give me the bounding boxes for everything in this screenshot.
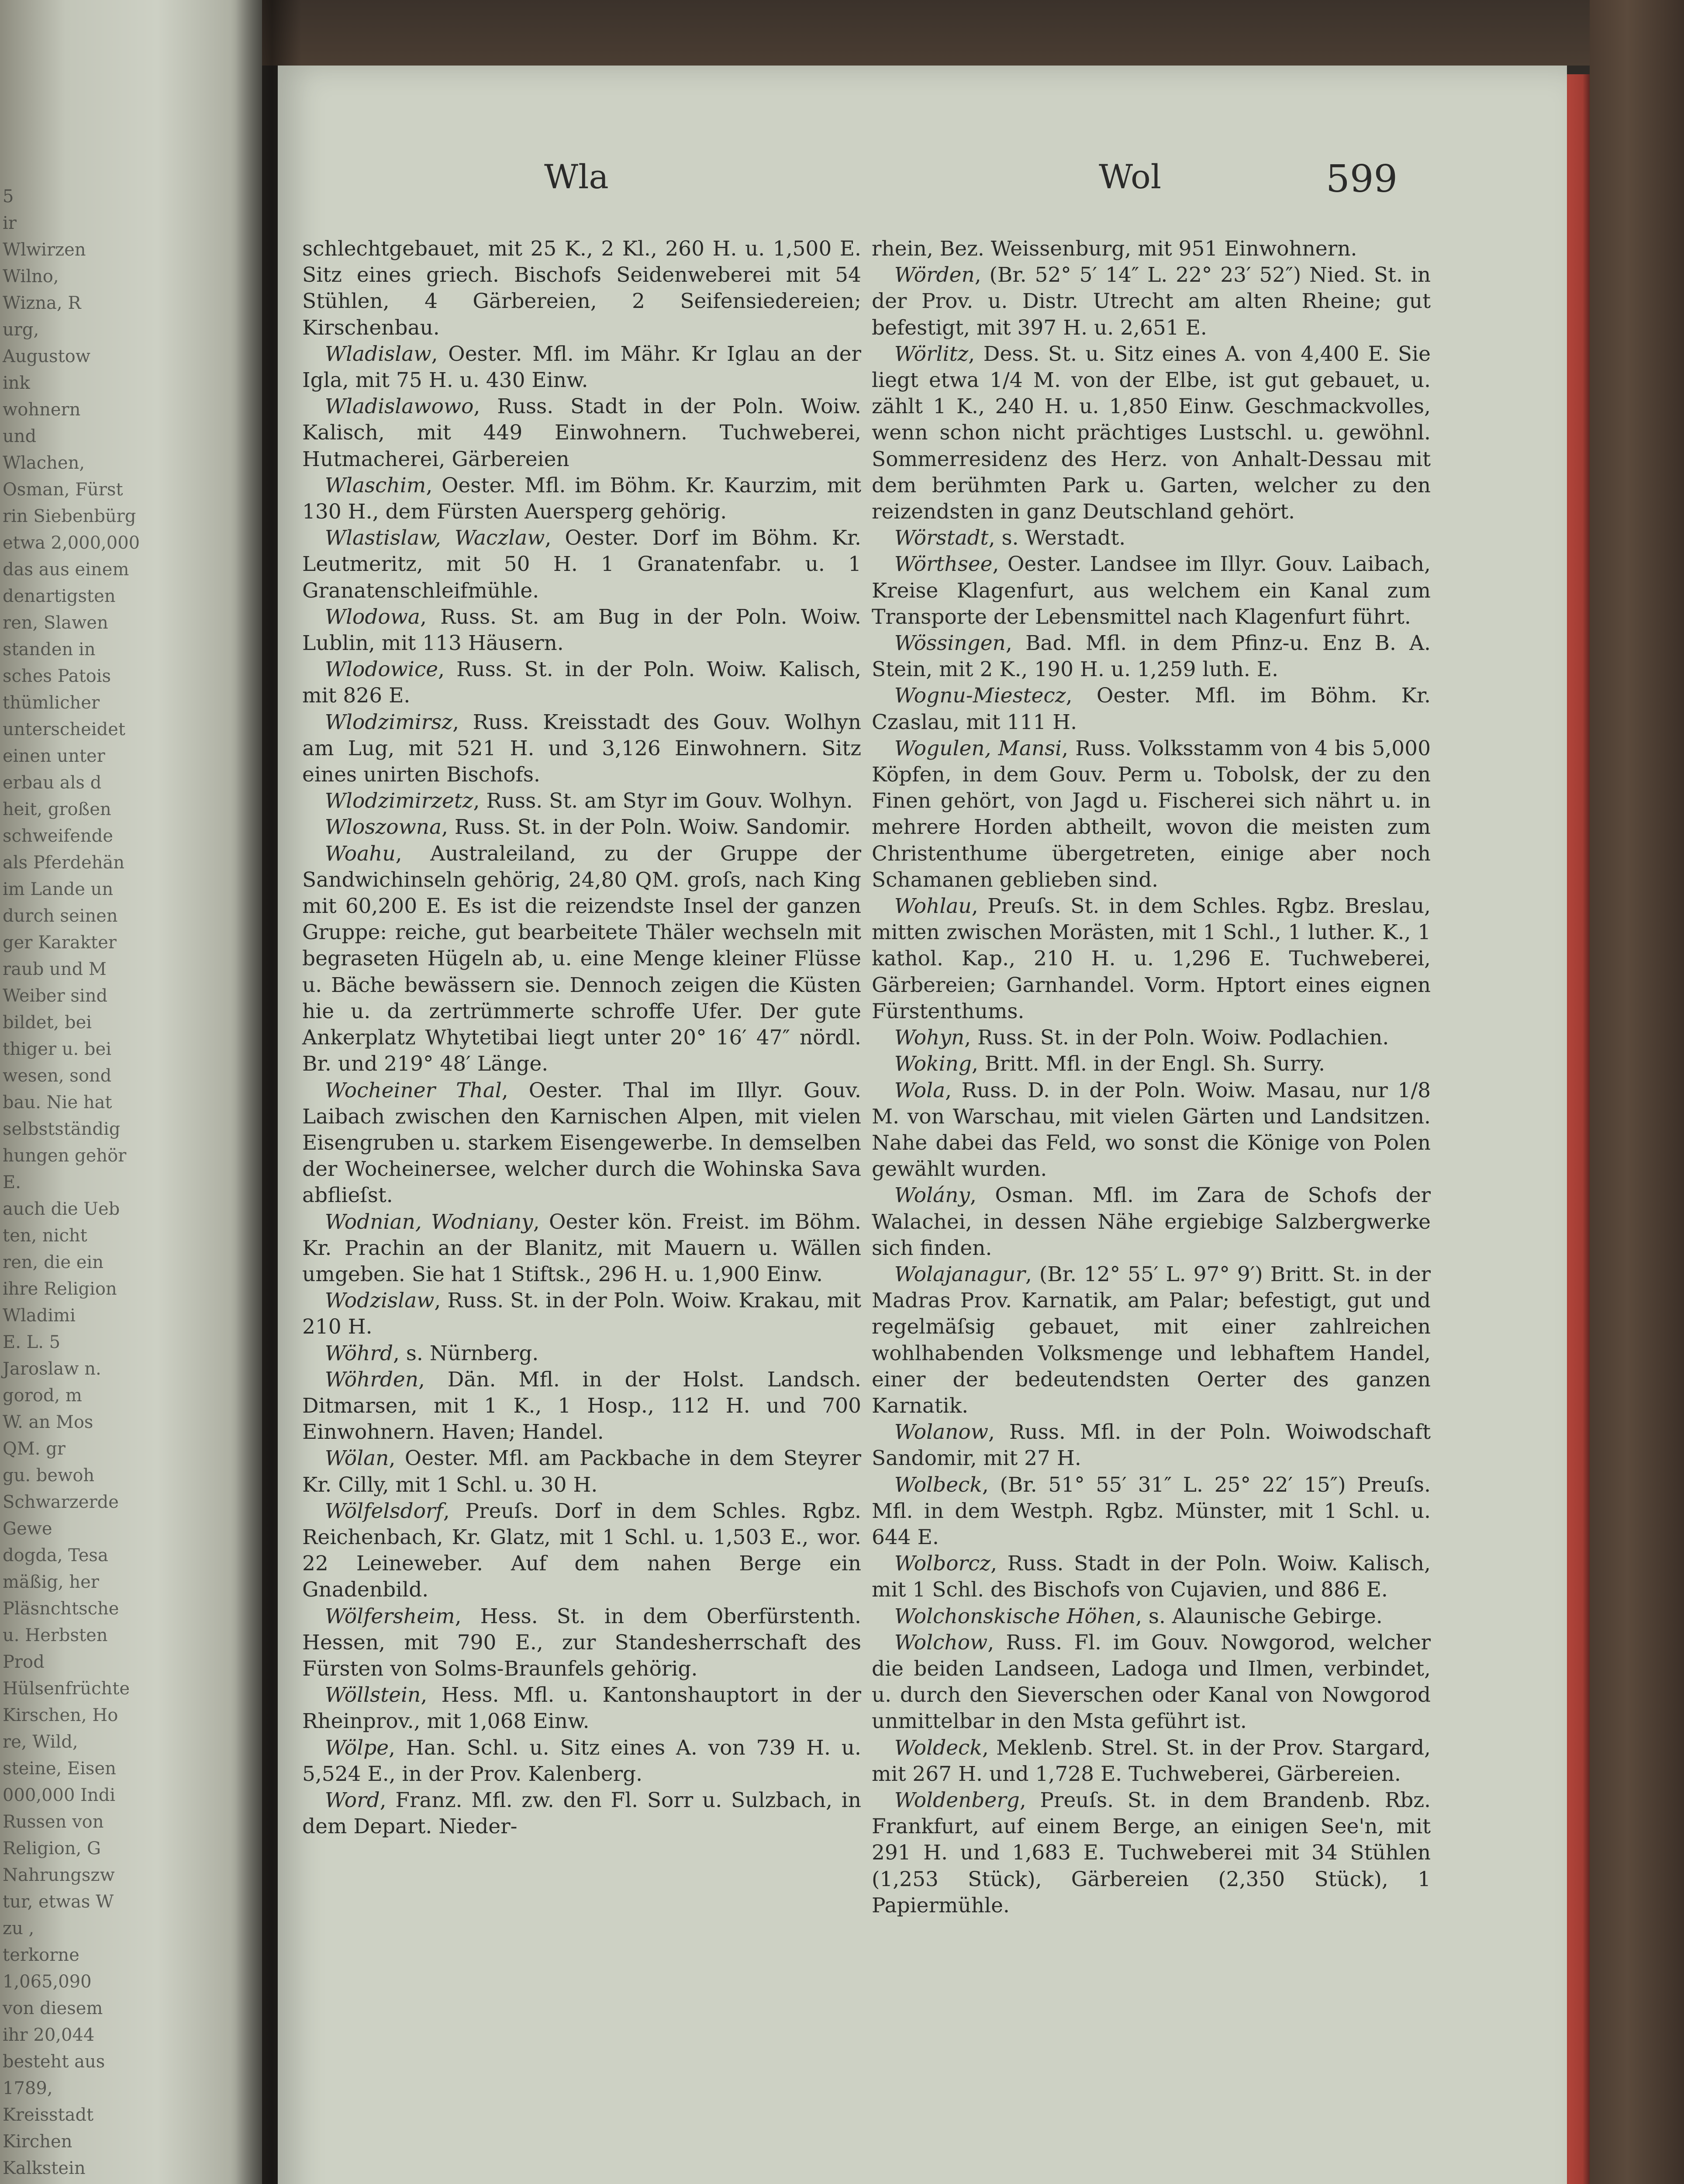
entry-headword: Wöllstein — [324, 1683, 421, 1707]
entry-text: , Preuſs. Dorf in dem Schles. Rgbz. Reichenbach, Kr. Glatz, mit 1 Schl. u. 1,503 E., wor. 22 Leineweber. Auf dem nahen Berge ein Gnadenbild. — [302, 1499, 861, 1602]
left-page-fragment: wesen, sond — [3, 1066, 112, 1086]
left-page-fragment: 5 — [3, 187, 14, 207]
dictionary-entry — [302, 1209, 861, 1288]
dictionary-entry — [302, 709, 861, 788]
dictionary-entry — [872, 525, 1431, 551]
dictionary-entry — [302, 814, 861, 840]
dictionary-entry — [872, 1078, 1431, 1183]
dictionary-entry — [302, 236, 861, 341]
left-page-text-fragments — [3, 183, 247, 2178]
entry-headword: Wlaschim — [324, 473, 426, 498]
left-page-fragment: ren, die ein — [3, 1252, 104, 1272]
dictionary-entry — [872, 1787, 1431, 1919]
left-page-fragment: denartigsten — [3, 586, 116, 606]
entry-headword: Wolbeck — [894, 1472, 982, 1497]
entry-text: , Oester. Mfl. im Böhm. Kr. Czaslau, mit 111 H. — [872, 684, 1431, 734]
dictionary-entry — [302, 525, 861, 604]
entry-headword: Woking — [894, 1052, 972, 1076]
left-page-fragment: QM. gr — [3, 1439, 66, 1459]
left-page-fragment: Wlwirzen — [3, 240, 86, 260]
dictionary-entry — [872, 1735, 1431, 1787]
header-center-word: Wol — [1099, 157, 1162, 196]
entry-text: , Russ. Volksstamm von 4 bis 5,000 Köpfen, in dem Gouv. Perm u. Tobolsk, der zu den Finen gehört, von Jagd u. Fischerei sich nährt u. in mehrere Horden abtheilt, wovon die meisten zum Christenthume übergetreten, einige aber noch Schamanen geblieben sind. — [872, 736, 1431, 892]
left-page-fragment: ir — [3, 213, 17, 233]
entry-headword: Wohlau — [894, 894, 972, 919]
dictionary-entry — [872, 683, 1431, 735]
book-cover-board — [1590, 0, 1684, 2184]
left-page-fragment: Gewe — [3, 1519, 52, 1539]
page-599 — [278, 66, 1567, 2184]
entry-text: , Dess. St. u. Sitz eines A. von 4,400 E. Sie liegt etwa 1/4 M. von der Elbe, ist gut gebauet, u. zählt 1 K., 240 H. u. 1,850 Einw. Geschmackvolles, wenn schon nicht prächtiges Lustschl. u. gewöhnl. Sommerresidenz des Herz. von Anhalt-Dessau mit dem berühmten Park u. Garten, welcher zu den reizendsten in ganz Deutschland gehört. — [872, 342, 1431, 524]
left-page-fragment: Religion, G — [3, 1838, 101, 1859]
dictionary-entry — [302, 604, 861, 657]
left-page-fragment: Wlachen, — [3, 453, 85, 473]
entry-headword: Wohyn — [894, 1026, 965, 1050]
left-page-edge — [0, 0, 262, 2184]
entry-text: , Hess. St. in dem Oberfürstenth. Hessen, mit 790 E., zur Standesherrschaft des Fürsten von Solms-Braunfels gehörig. — [302, 1604, 861, 1681]
left-page-fragment: erbau als d — [3, 773, 102, 793]
dictionary-entry — [302, 657, 861, 709]
entry-text: schlechtgebauet, mit 25 K., 2 Kl., 260 H. u. 1,500 E. Sitz eines griech. Bischofs Seidenweberei mit 54 Stühlen, 4 Gärbereien, 2 Seifensiedereien; Kirschenbau. — [302, 237, 861, 340]
left-page-fragment: auch die Ueb — [3, 1199, 120, 1219]
dictionary-entry — [302, 1445, 861, 1498]
left-page-fragment: bildet, bei — [3, 1013, 92, 1033]
dictionary-entry — [872, 341, 1431, 525]
left-page-fragment: E. — [3, 1172, 21, 1192]
dictionary-entry — [872, 1603, 1431, 1630]
entry-headword: Wola — [894, 1078, 946, 1102]
entry-text: , Russ. Stadt in der Poln. Woiw. Kalisch, mit 449 Einwohnern. Tuchweberei, Hutmacherei, Gärbereien — [302, 394, 861, 471]
left-column — [302, 236, 861, 1840]
entry-text: , Oester. Dorf im Böhm. Kr. Leutmeritz, mit 50 H. 1 Granatenfabr. u. 1 Granatenschleifmühle. — [302, 526, 862, 603]
dictionary-entry — [872, 1051, 1431, 1077]
entry-text: , s. Alaunische Gebirge. — [1135, 1604, 1383, 1628]
left-page-fragment: Kreisstadt — [3, 2105, 94, 2125]
entry-text: , Oester kön. Freist. im Böhm. Kr. Prachin an der Blanitz, mit Mauern u. Wällen umgeben. Sie hat 1 Stiftsk., 296 H. u. 1,900 Einw. — [302, 1209, 861, 1286]
left-page-fragment: terkorne — [3, 1945, 79, 1965]
entry-headword: Wlodzimirzetz — [324, 789, 473, 813]
left-page-fragment: Hülsenfrüchte — [3, 1679, 130, 1699]
dictionary-entry — [872, 1025, 1431, 1051]
entry-text: , Russ. St. am Bug in der Poln. Woiw. Lublin, mit 113 Häusern. — [302, 605, 861, 656]
left-page-fragment: dogda, Tesa — [3, 1545, 108, 1565]
left-page-fragment: Wilno, — [3, 266, 59, 287]
left-page-fragment: re, Wild, — [3, 1732, 78, 1752]
entry-headword: Wodnian, Wodniany — [324, 1209, 533, 1234]
left-page-fragment: unterscheidet — [3, 719, 125, 740]
left-page-fragment: rin Siebenbürg — [3, 506, 136, 526]
left-page-fragment: gorod, m — [3, 1386, 82, 1406]
dictionary-entry — [302, 1682, 861, 1735]
left-page-fragment: Prod — [3, 1652, 45, 1672]
entry-text: , Han. Schl. u. Sitz eines A. von 739 H. u. 5,524 E., in der Prov. Kalenberg. — [302, 1735, 861, 1786]
dictionary-entry — [872, 236, 1431, 262]
dictionary-entry — [302, 1288, 861, 1340]
entry-headword: Wolchonskische Höhen — [894, 1604, 1136, 1628]
entry-text: , Russ. St. in der Poln. Woiw. Podlachien. — [964, 1026, 1389, 1050]
entry-text: , Preuſs. St. in dem Schles. Rgbz. Breslau, mitten zwischen Morästen, mit 1 Schl., 1 luther. K., 1 kathol. Kap., 210 H. u. 1,296 E. Tuchweberei, Gärbereien; Garnhandel. Vorm. Hptort eines eignen Fürstenthums. — [872, 894, 1431, 1023]
entry-headword: Woldenberg — [894, 1788, 1020, 1812]
entry-headword: Wolány — [894, 1183, 970, 1208]
entry-text: , Franz. Mfl. zw. den Fl. Sorr u. Sulzbach, in dem Depart. Nieder- — [302, 1788, 861, 1839]
entry-text: , s. Werstadt. — [988, 526, 1126, 550]
entry-text: , Australeiland, zu der Gruppe der Sandwichinseln gehörig, 24,80 QM. groſs, nach King mit 60,200 E. Es ist die reizendste Insel der ganzen Gruppe: reiche, gut bearbeitete Thäler wechseln mit begraseten Hügeln ab, u. eine Menge kleiner Flüsse u. Bäche bewässern sie. Dennoch zeigen die Küsten hie u. da zertrümmerte schroffe Ufer. Der gute Ankerplatz Whytetibai liegt unter 20° 16′ 47″ nördl. Br. und 219° 48′ Länge. — [302, 841, 861, 1076]
left-page-fragment: Osman, Fürst — [3, 480, 123, 500]
left-page-fragment: wohnern — [3, 400, 81, 420]
left-page-fragment: ger Karakter — [3, 933, 117, 953]
left-page-fragment: 000,000 Indi — [3, 1785, 116, 1805]
left-page-fragment: steine, Eisen — [3, 1759, 116, 1779]
left-page-fragment: raub und M — [3, 959, 107, 979]
dictionary-entry — [302, 1498, 861, 1603]
left-page-fragment: sches Patois — [3, 666, 111, 686]
left-page-fragment: tur, etwas W — [3, 1892, 114, 1912]
entry-text: , Russ. St. in der Poln. Woiw. Kalisch, mit 826 E. — [302, 657, 861, 708]
dictionary-entry — [872, 262, 1431, 341]
dictionary-entry — [872, 893, 1431, 1025]
left-page-fragment: Augustow — [3, 346, 90, 366]
entry-text: , Oester. Mfl. im Böhm. Kr. Kaurzim, mit 130 H., dem Fürsten Auersperg gehörig. — [302, 473, 861, 524]
dictionary-entry — [872, 1182, 1431, 1261]
entry-text: , Russ. Kreisstadt des Gouv. Wolhyn am Lug, mit 521 H. und 3,126 Einwohnern. Sitz eines unirten Bischofs. — [302, 710, 861, 787]
dictionary-entry — [872, 1630, 1431, 1735]
left-page-fragment: ink — [3, 373, 30, 393]
dictionary-entry — [302, 1341, 861, 1367]
left-page-fragment: im Lande un — [3, 879, 114, 899]
left-page-fragment: u. Herbsten — [3, 1625, 108, 1645]
entry-headword: Wolanow — [894, 1420, 988, 1444]
left-page-fragment: ihr 20,044 — [3, 2025, 95, 2045]
entry-text: , s. Nürnberg. — [393, 1341, 539, 1365]
left-page-fragment: Schwarzerde — [3, 1492, 119, 1512]
entry-text: , Russ. D. in der Poln. Woiw. Masau, nur 1/8 M. von Warschau, mit vielen Gärten und Landsitzen. Nahe dabei das Feld, wo sonst die Könige von Polen gewählt wurden. — [872, 1078, 1431, 1182]
left-page-fragment: Wizna, R — [3, 293, 81, 313]
left-page-fragment: Wladimi — [3, 1306, 76, 1326]
entry-headword: Wörden — [894, 263, 975, 287]
dictionary-entry — [302, 394, 861, 473]
left-page-fragment: Jaroslaw n. — [3, 1359, 101, 1379]
entry-headword: Word — [324, 1788, 380, 1812]
entry-text: , Oester. Thal im Illyr. Gouv. Laibach zwischen den Karnischen Alpen, mit vielen Eisengruben u. starkem Eisengewerbe. In demselben der Wocheinersee, welcher durch die Wohinska Sava abflieſst. — [302, 1078, 861, 1208]
left-page-fragment: 1,065,090 — [3, 1972, 92, 1992]
entry-text: , (Br. 12° 55′ L. 97° 9′) Britt. St. in der Madras Prov. Karnatik, am Palar; befestigt, gut und regelmäſsig gebauet, mit einer zahlreichen wohlhabenden Volksmenge und lebhaftem Handel, einer der bedeutendsten Oerter des ganzen Karnatik. — [872, 1262, 1431, 1418]
entry-headword: Wodzislaw — [324, 1289, 435, 1313]
entry-headword: Wölan — [324, 1446, 389, 1471]
entry-headword: Wlodowice — [324, 657, 438, 682]
dictionary-entry — [872, 1261, 1431, 1419]
entry-text: , Bad. Mfl. in dem Pfinz-u. Enz B. A. Stein, mit 2 K., 190 H. u. 1,259 luth. E. — [872, 631, 1431, 682]
left-page-fragment: selbstständig — [3, 1119, 121, 1139]
left-page-fragment: bau. Nie hat — [3, 1092, 112, 1113]
entry-text: , (Br. 52° 5′ 14″ L. 22° 23′ 52″) Nied. St. in der Prov. u. Distr. Utrecht am alten Rheine; gut befestigt, mit 397 H. u. 2,651 E. — [872, 263, 1431, 340]
left-page-fragment: als Pferdehän — [3, 853, 125, 873]
left-page-fragment: zu , — [3, 1918, 35, 1939]
entry-text: , Oester. Landsee im Illyr. Gouv. Laibach, Kreise Klagenfurt, aus welchem ein Kanal zum Transporte der Lebensmittel nach Klagenfurt führt. — [872, 552, 1431, 629]
left-page-fragment: heit, großen — [3, 799, 111, 819]
entry-text: , Osman. Mfl. im Zara de Schofs der Walachei, in dessen Nähe ergiebige Salzbergwerke sich finden. — [872, 1183, 1431, 1260]
entry-text: , Russ. Stadt in der Poln. Woiw. Kalisch, mit 1 Schl. des Bischofs von Cujavien, und 886 E. — [872, 1552, 1431, 1602]
header-left-word: Wla — [544, 157, 609, 196]
left-page-fragment: hungen gehör — [3, 1146, 127, 1166]
left-page-fragment: schweifende — [3, 826, 113, 846]
left-page-fragment: gu. bewoh — [3, 1465, 95, 1486]
left-page-fragment: Kalkstein — [3, 2158, 86, 2178]
left-page-fragment: Kirschen, Ho — [3, 1705, 118, 1725]
left-page-fragment: E. L. 5 — [3, 1332, 61, 1352]
left-page-fragment: 1789, — [3, 2078, 53, 2098]
entry-headword: Wlodzimirsz — [324, 710, 453, 734]
right-column — [872, 236, 1431, 1919]
dictionary-entry — [872, 1419, 1431, 1472]
dictionary-entry — [872, 1551, 1431, 1603]
dictionary-entry — [872, 736, 1431, 893]
dictionary-entry — [302, 1787, 861, 1840]
left-page-fragment: urg, — [3, 320, 39, 340]
entry-headword: Wladislawowo — [324, 394, 474, 419]
entry-text: , Dän. Mfl. in der Holst. Landsch. Ditmarsen, mit 1 K., 1 Hosp., 112 H. und 700 Einwohnern. Haven; Handel. — [302, 1367, 861, 1444]
entry-text: , Russ. St. in der Poln. Woiw. Sandomir. — [442, 815, 851, 840]
left-page-fragment: thümlicher — [3, 693, 100, 713]
entry-text: , Britt. Mfl. in der Engl. Sh. Surry. — [971, 1052, 1325, 1076]
dictionary-entry — [302, 1735, 861, 1787]
dictionary-entry — [302, 841, 861, 1078]
entry-text: , Oester. Mfl. im Mähr. Kr Iglau an der Igla, mit 75 H. u. 430 Einw. — [302, 342, 861, 393]
left-page-fragment: Kirchen — [3, 2132, 72, 2152]
left-page-fragment: das aus einem — [3, 560, 129, 580]
entry-headword: Woldeck — [894, 1735, 982, 1760]
entry-headword: Wölfelsdorf — [324, 1499, 443, 1523]
entry-headword: Wörlitz — [894, 342, 969, 366]
left-page-fragment: durch seinen — [3, 906, 118, 926]
entry-text: rhein, Bez. Weissenburg, mit 951 Einwohnern. — [872, 237, 1357, 261]
page-number: 599 — [1326, 157, 1398, 201]
entry-headword: Wörstadt — [894, 526, 989, 550]
left-page-fragment — [3, 2182, 247, 2184]
left-page-fragment: Pläsnchtsche — [3, 1599, 119, 1619]
entry-text: , Hess. Mfl. u. Kantonshauptort in der Rheinprov., mit 1,068 Einw. — [302, 1683, 861, 1734]
left-page-fragment: etwa 2,000,000 — [3, 533, 140, 553]
left-page-fragment: ihre Religion — [3, 1279, 117, 1299]
dictionary-entry — [872, 630, 1431, 683]
dictionary-entry — [872, 551, 1431, 630]
entry-headword: Wlastislaw, Waczlaw — [324, 526, 545, 550]
entry-text: , Russ. Fl. im Gouv. Nowgorod, welcher die beiden Landseen, Ladoga und Ilmen, verbindet, u. durch den Sieverschen oder Kanal von Nowgorod unmittelbar in den Msta geführt ist. — [872, 1630, 1431, 1734]
dictionary-entry — [302, 1367, 861, 1446]
dictionary-entry — [302, 788, 861, 814]
entry-text: , Russ. St. in der Poln. Woiw. Krakau, mit 210 H. — [302, 1289, 861, 1339]
left-page-fragment: besteht aus — [3, 2052, 105, 2072]
left-page-fragment: thiger u. bei — [3, 1039, 112, 1059]
entry-text: , (Br. 51° 55′ 31″ L. 25° 22′ 15″) Preuſs. Mfl. in dem Westph. Rgbz. Münster, mit 1 Schl. u. 644 E. — [872, 1472, 1431, 1549]
entry-text: , Russ. St. am Styr im Gouv. Wolhyn. — [473, 789, 853, 813]
entry-headword: Wolborcz — [894, 1552, 991, 1576]
entry-headword: Wölfersheim — [324, 1604, 455, 1628]
left-page-fragment: mäßig, her — [3, 1572, 99, 1592]
entry-text: , Oester. Mfl. am Packbache in dem Steyrer Kr. Cilly, mit 1 Schl. u. 30 H. — [302, 1446, 861, 1497]
entry-headword: Wocheiner Thal — [324, 1078, 502, 1102]
entry-headword: Wlodowa — [324, 605, 420, 629]
left-page-fragment: standen in — [3, 639, 96, 660]
entry-headword: Wöhrden — [324, 1367, 419, 1392]
entry-headword: Wörthsee — [894, 552, 993, 577]
dictionary-entry — [872, 1472, 1431, 1551]
entry-headword: Wolchow — [894, 1630, 988, 1655]
entry-headword: Woahu — [324, 841, 396, 866]
dictionary-entry — [302, 473, 861, 525]
left-page-fragment: Nahrungszw — [3, 1865, 115, 1885]
entry-headword: Wolajanagur — [894, 1262, 1025, 1286]
left-page-fragment: ten, nicht — [3, 1226, 87, 1246]
entry-headword: Wogulen, Mansi — [894, 736, 1062, 760]
entry-headword: Wognu-Miestecz — [894, 684, 1066, 708]
left-page-fragment: W. an Mos — [3, 1412, 93, 1432]
dictionary-entry — [302, 1603, 861, 1683]
left-page-fragment: und — [3, 426, 37, 446]
entry-text: , Preuſs. St. in dem Brandenb. Rbz. Frankfurt, auf einem Berge, an einigen See'n, mit 291 H. und 1,683 E. Tuchweberei mit 34 Stühlen (1,253 Stück), Gärbereien (2,350 Stück), 1 Papiermühle. — [872, 1788, 1431, 1918]
dictionary-entry — [302, 341, 861, 394]
entry-text: , Russ. Mfl. in der Poln. Woiwodschaft Sandomir, mit 27 H. — [872, 1420, 1431, 1471]
entry-headword: Wössingen — [894, 631, 1006, 656]
entry-headword: Wöhrd — [324, 1341, 393, 1365]
entry-headword: Wölpe — [324, 1735, 389, 1760]
entry-headword: Wladislaw — [324, 342, 431, 366]
left-page-fragment: einen unter — [3, 746, 105, 766]
left-page-fragment: ren, Slawen — [3, 613, 108, 633]
left-page-fragment: Weiber sind — [3, 986, 108, 1006]
book-cover-top — [245, 0, 1684, 66]
entry-headword: Wloszowna — [324, 815, 442, 840]
dictionary-entry — [302, 1078, 861, 1209]
left-page-fragment: Russen von — [3, 1812, 104, 1832]
left-page-fragment: von diesem — [3, 1998, 103, 2018]
entry-text: , Meklenb. Strel. St. in der Prov. Stargard, mit 267 H. und 1,728 E. Tuchweberei, Gärbereien. — [872, 1735, 1431, 1786]
